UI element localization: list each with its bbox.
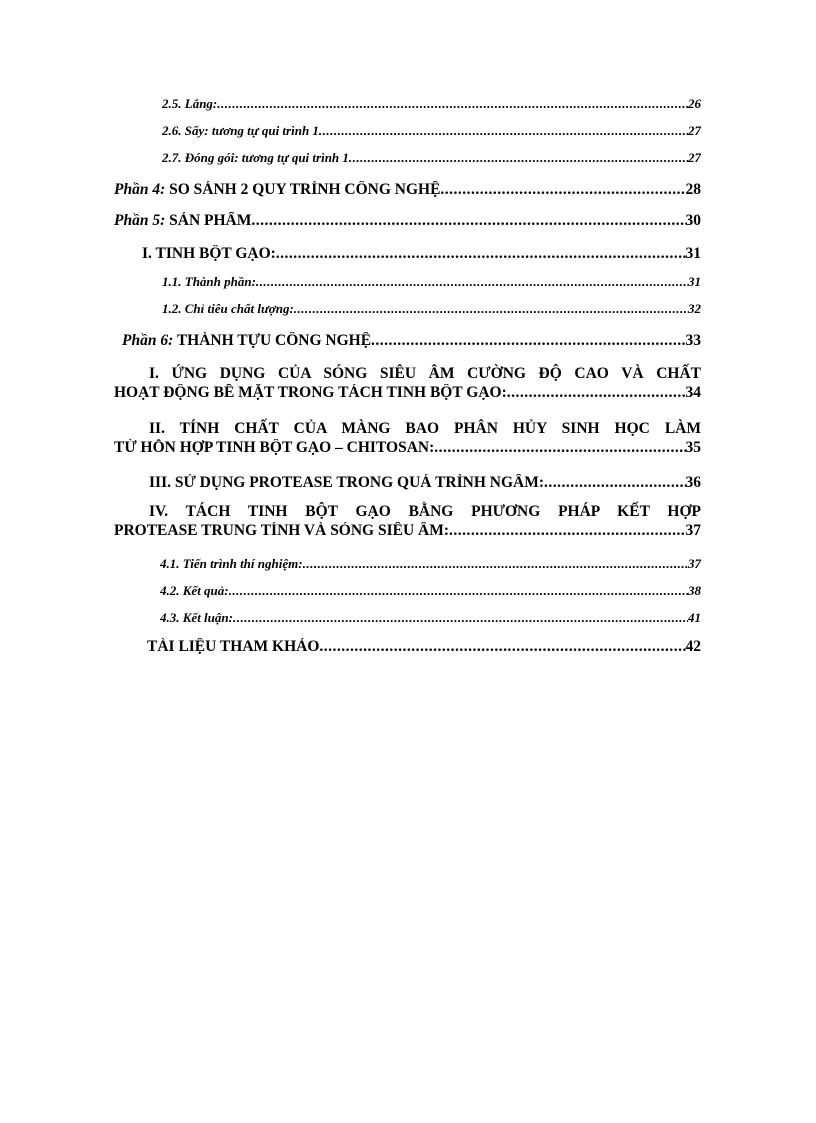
toc-entry-su-dung-protease[interactable] — [149, 474, 701, 492]
toc-entry-tai-lieu-tham-khao[interactable] — [147, 638, 701, 656]
toc-entry-label: SO SÁNH 2 QUY TRÌNH CÔNG NGHỆ — [165, 181, 441, 198]
toc-page-number: 35 — [685, 439, 701, 456]
toc-entry-line-1: II. TÍNH CHẤT CỦA MÀNG BAO PHÂN HỦY SINH HỌC LÀM — [149, 420, 701, 437]
toc-page-number: 34 — [685, 384, 701, 401]
toc-entry-2-7[interactable] — [162, 150, 701, 166]
toc-entry-label: TÀI LIỆU THAM KHẢO — [147, 638, 320, 655]
toc-entry-line-2: PROTEASE TRUNG TÍNH VÀ SÓNG SIÊU ÂM: — [114, 522, 450, 539]
toc-entry-label: 2.5. Lắng: — [162, 96, 218, 111]
toc-entry-line-1: IV. TÁCH TINH BỘT GẠO BẰNG PHƯƠNG PHÁP KẾT HỢP — [149, 503, 701, 520]
toc-entry-label: 2.7. Đóng gói: tương tự qui trình 1 — [162, 150, 349, 165]
toc-page-number: 28 — [685, 181, 701, 198]
toc-entry-line-2: TỪ HỖN HỢP TINH BỘT GẠO – CHITOSAN: — [114, 439, 435, 456]
toc-entry-label: 2.6. Sấy: tương tự qui trình 1 — [162, 123, 319, 138]
dot-leader — [507, 384, 686, 402]
dot-leader — [294, 301, 688, 317]
dot-leader — [251, 212, 685, 230]
toc-part-prefix: Phần 5: — [114, 212, 166, 229]
toc-entry-phan-6[interactable] — [122, 332, 701, 350]
dot-leader — [319, 638, 685, 656]
dot-leader — [233, 610, 688, 626]
toc-entry-2-6[interactable] — [162, 123, 701, 139]
toc-entry-label: 4.3. Kết luận: — [160, 610, 233, 625]
toc-entry-label: 1.1. Thành phần: — [162, 274, 256, 289]
toc-page-number: 27 — [688, 150, 701, 165]
dot-leader — [544, 474, 685, 492]
toc-page-number: 32 — [688, 301, 701, 316]
dot-leader — [303, 556, 688, 572]
toc-page-number: 37 — [688, 556, 701, 571]
dot-leader — [217, 96, 688, 112]
toc-entry-label: THÀNH TỰU CÔNG NGHỆ — [173, 332, 372, 349]
toc-page-number: 31 — [685, 245, 701, 262]
toc-entry-2-5[interactable] — [162, 96, 701, 112]
toc-entry-1-2[interactable] — [162, 301, 701, 317]
toc-entry-4-1[interactable] — [160, 556, 701, 572]
toc-entry-phan-4[interactable] — [114, 181, 701, 199]
toc-part-prefix: Phần 4: — [114, 181, 166, 198]
toc-page-number: 36 — [685, 474, 701, 491]
toc-entry-phan-5[interactable] — [114, 212, 701, 230]
dot-leader — [229, 583, 688, 599]
toc-entry-tinh-bot-gao[interactable] — [142, 245, 701, 263]
toc-entry-label: 4.1. Tiến trình thí nghiệm: — [160, 556, 303, 571]
toc-entry-line-2: HOẠT ĐỘNG BỀ MẶT TRONG TÁCH TINH BỘT GẠO: — [114, 384, 507, 401]
toc-page-number: 42 — [685, 638, 701, 655]
dot-leader — [434, 439, 685, 457]
dot-leader — [449, 522, 685, 540]
toc-entry-label: 1.2. Chỉ tiêu chất lượng: — [162, 301, 294, 316]
toc-page-number: 38 — [688, 583, 701, 598]
toc-page-number: 26 — [688, 96, 701, 111]
toc-entry-4-2[interactable] — [160, 583, 701, 599]
dot-leader — [276, 245, 686, 263]
toc-page-number: 37 — [685, 522, 701, 539]
toc-entry-1-1[interactable] — [162, 274, 701, 290]
toc-entry-ung-dung-song-sieu-am[interactable] — [114, 363, 701, 402]
toc-entry-label: SẢN PHẨM — [165, 212, 252, 229]
dot-leader — [349, 150, 688, 166]
dot-leader — [371, 332, 685, 350]
dot-leader — [256, 274, 688, 290]
toc-page-number: 33 — [685, 332, 701, 349]
toc-part-prefix: Phần 6: — [122, 332, 174, 349]
toc-page-number: 27 — [688, 123, 701, 138]
toc-entry-4-3[interactable] — [160, 610, 701, 626]
toc-page-number: 30 — [685, 212, 701, 229]
dot-leader — [319, 123, 688, 139]
toc-entry-line-1: I. ỨNG DỤNG CỦA SÓNG SIÊU ÂM CƯỜNG ĐỘ CAO VÀ CHẤT — [149, 365, 701, 382]
toc-page-number: 31 — [688, 274, 701, 289]
toc-entry-tach-tinh-bot-gao[interactable] — [114, 501, 701, 540]
toc-entry-label: I. TINH BỘT GẠO: — [142, 245, 276, 262]
toc-entry-label: III. SỬ DỤNG PROTEASE TRONG QUÁ TRÌNH NGÂM: — [149, 474, 545, 491]
toc-page-number: 41 — [688, 610, 701, 625]
dot-leader — [440, 181, 685, 199]
toc-entry-mang-bao-phan-huy[interactable] — [114, 418, 701, 457]
toc-entry-label: 4.2. Kết quả: — [160, 583, 229, 598]
